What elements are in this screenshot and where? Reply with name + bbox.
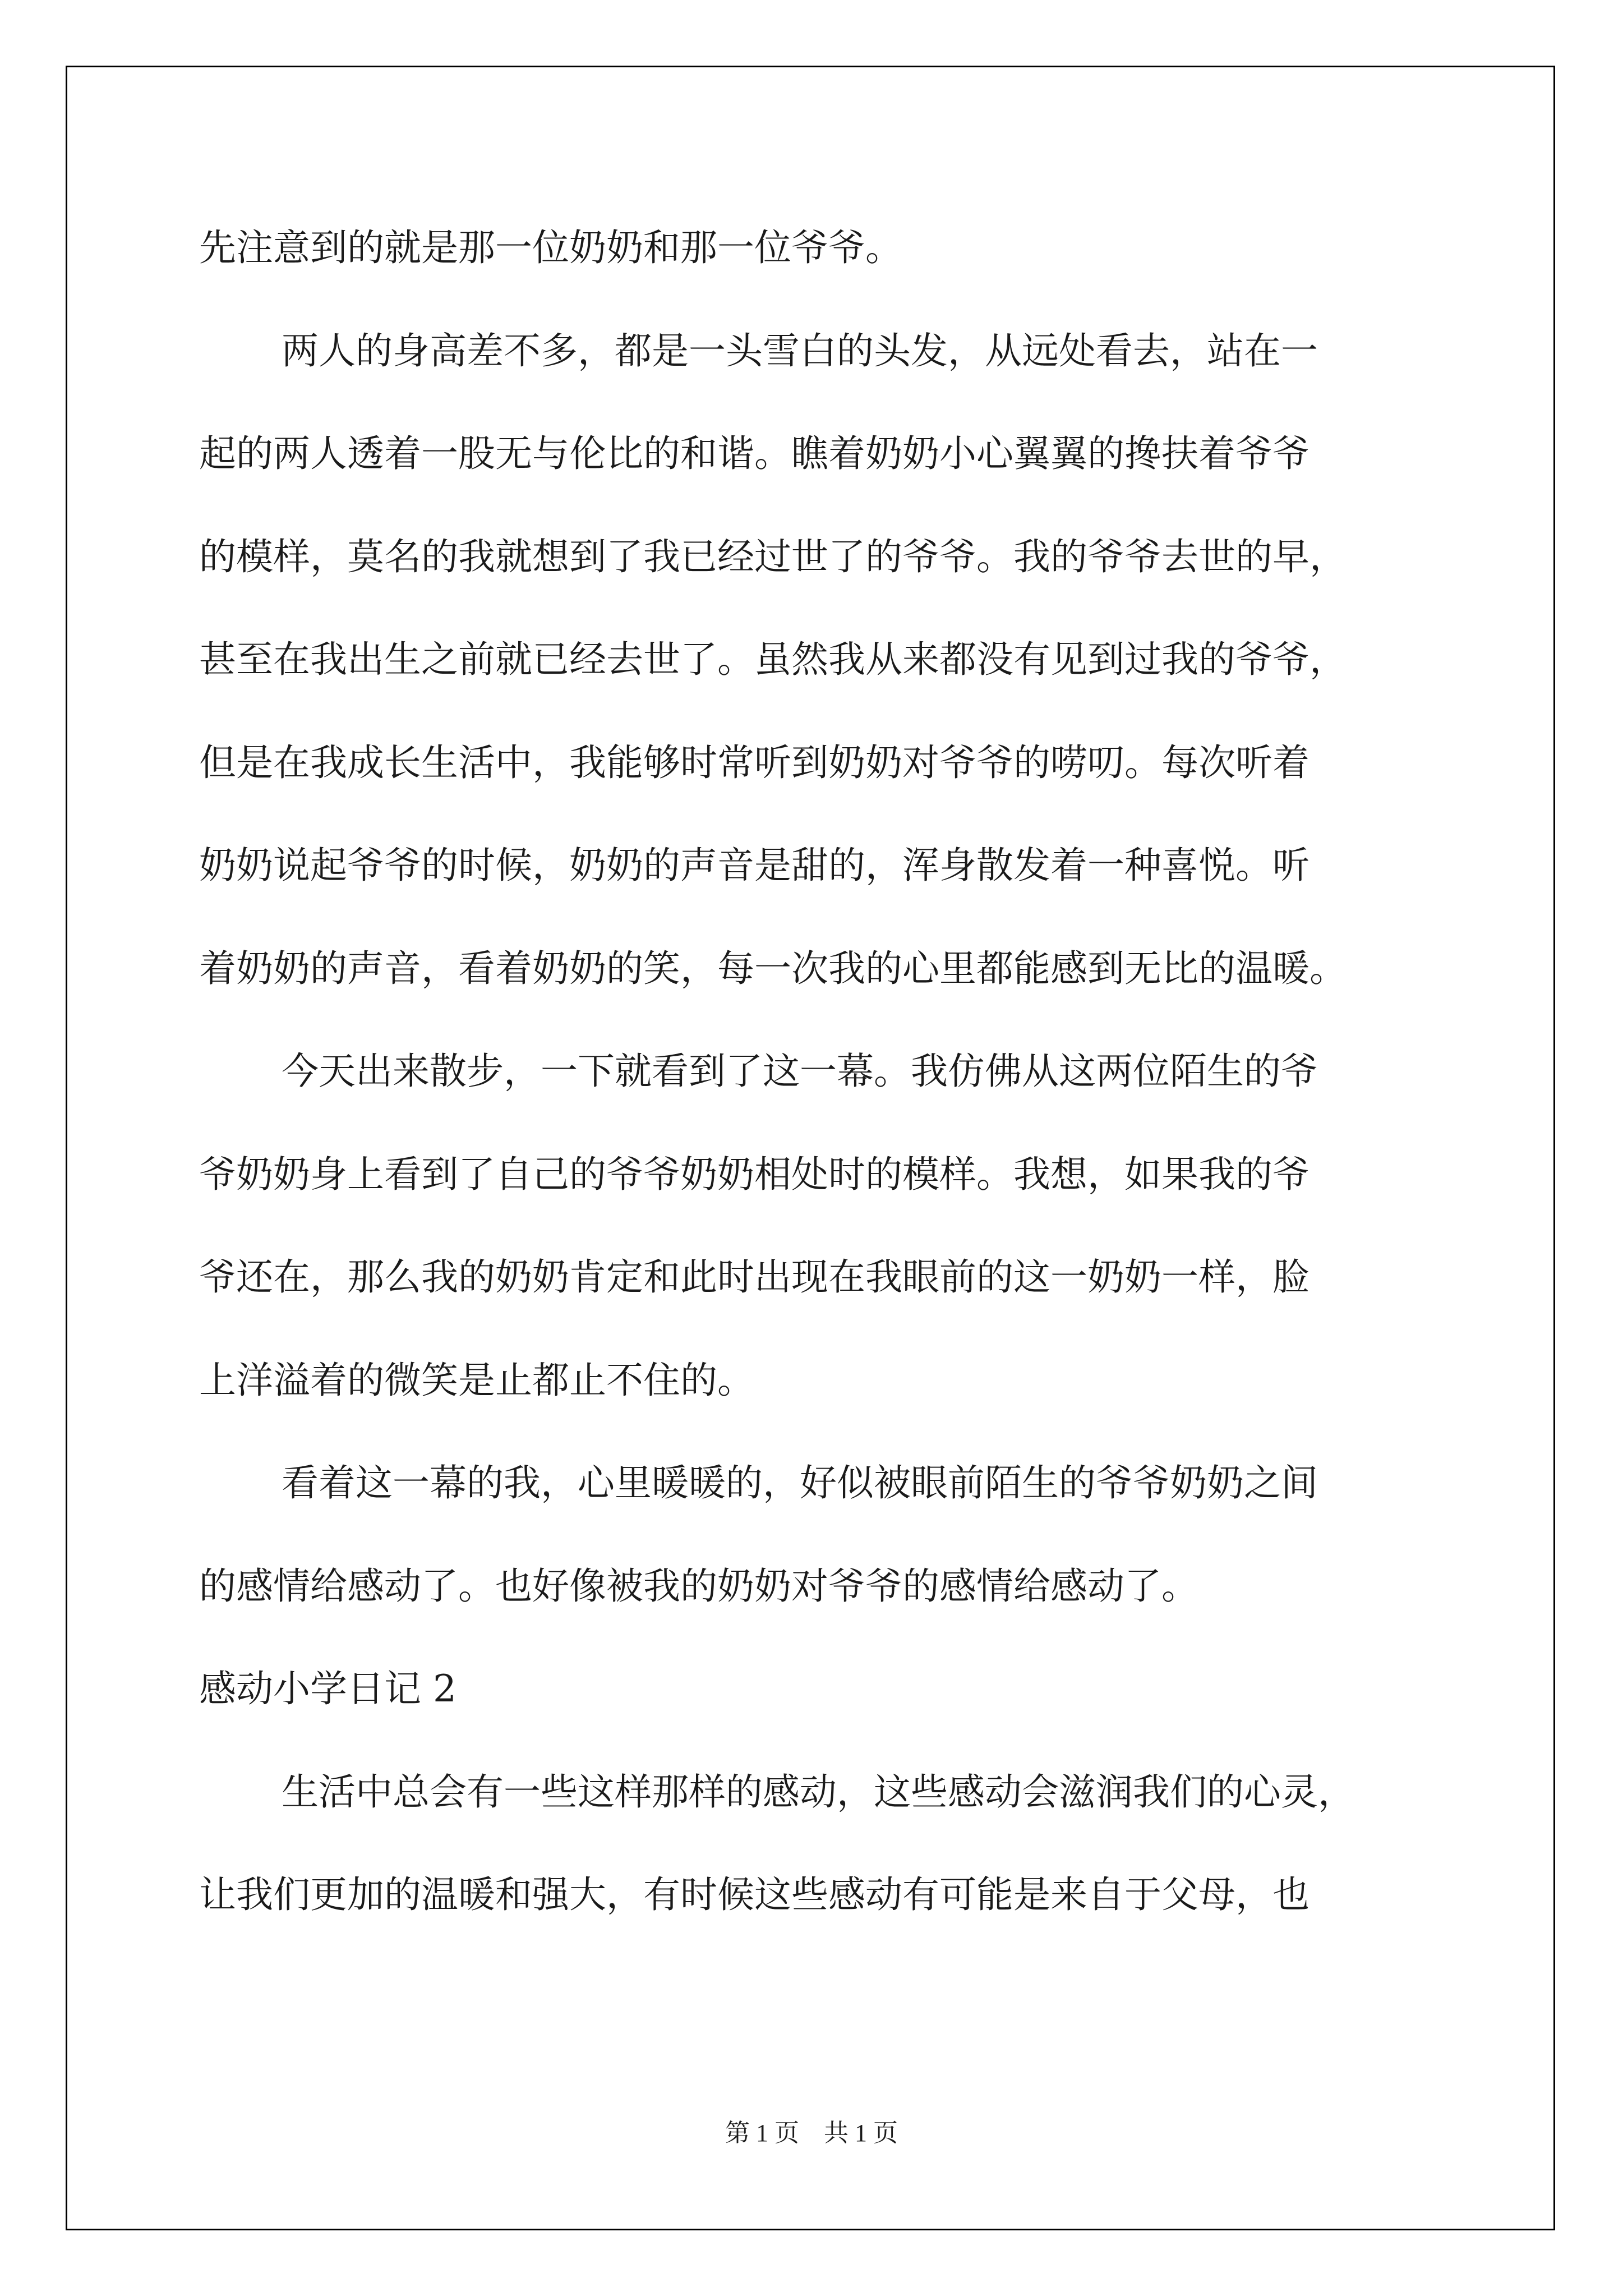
- text-line: 生活中总会有一些这样那样的感动，这些感动会滋润我们的心灵，: [282, 1770, 1355, 1814]
- text-line: 着奶奶的声音，看着奶奶的笑，每一次我的心里都能感到无比的温暖。: [199, 946, 1347, 990]
- text-line: 先注意到的就是那一位奶奶和那一位爷爷。: [199, 226, 902, 269]
- text-line: 今天出来散步，一下就看到了这一幕。我仿佛从这两位陌生的爷: [282, 1050, 1318, 1093]
- text-line: 看着这一幕的我，心里暖暖的，好似被眼前陌生的爷爷奶奶之间: [282, 1461, 1318, 1504]
- text-line: 甚至在我出生之前就已经去世了。虽然我从来都没有见到过我的爷爷，: [199, 638, 1347, 681]
- document-body: [199, 196, 1438, 1947]
- text-line: 奶奶说起爷爷的时候，奶奶的声音是甜的，浑身散发着一种喜悦。听: [199, 844, 1310, 887]
- text-line: 的模样，莫名的我就想到了我已经过世了的爷爷。我的爷爷去世的早，: [199, 535, 1347, 578]
- text-line: 起的两人透着一股无与伦比的和谐。瞧着奶奶小心翼翼的搀扶着爷爷: [199, 432, 1310, 475]
- section-heading: 感动小学日记 2: [199, 1667, 457, 1710]
- text-line: 上洋溢着的微笑是止都止不住的。: [199, 1358, 754, 1402]
- text-line: 让我们更加的温暖和强大，有时候这些感动有可能是来自于父母，也: [199, 1873, 1310, 1916]
- text-line: 的感情给感动了。也好像被我的奶奶对爷爷的感情给感动了。: [199, 1564, 1198, 1608]
- text-line: 两人的身高差不多，都是一头雪白的头发，从远处看去，站在一: [282, 329, 1318, 372]
- text-line: 爷奶奶身上看到了自己的爷爷奶奶相处时的模样。我想，如果我的爷: [199, 1152, 1310, 1196]
- text-line: 但是在我成长生活中，我能够时常听到奶奶对爷爷的唠叨。每次听着: [199, 740, 1310, 784]
- text-line: 爷还在，那么我的奶奶肯定和此时出现在我眼前的这一奶奶一样，脸: [199, 1255, 1310, 1299]
- page-number-footer: 第 1 页 共 1 页: [725, 2119, 898, 2147]
